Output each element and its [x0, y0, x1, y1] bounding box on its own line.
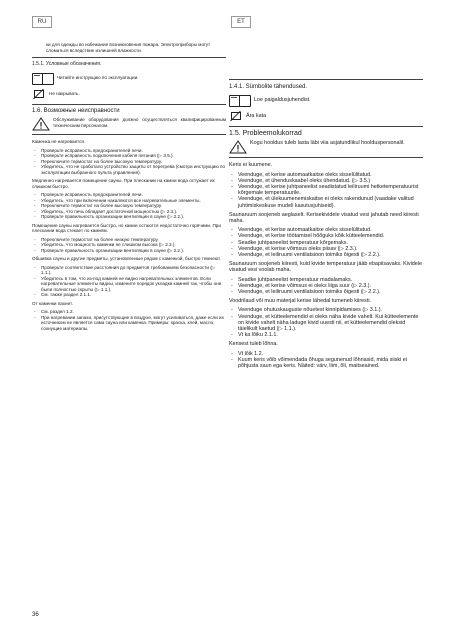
warning-triangle-icon: [32, 117, 50, 130]
divider: [32, 104, 226, 105]
problem-lead: Keris ei kuumene.: [229, 162, 273, 169]
list-item: - Veenduge, et kerise võimsus ei oleks liiga suur (▷ 2.3.).: [229, 283, 423, 289]
do-not-cover-icon: [229, 110, 243, 122]
page-number: 36: [32, 612, 39, 618]
book-icon: [229, 94, 251, 106]
list-item: - Проверьте исправность предохранителей печи.: [32, 192, 226, 198]
symbol-read-label: Читайте инструкцию по эксплуатации.: [57, 74, 139, 80]
divider: [229, 157, 423, 158]
book-icon: [32, 72, 54, 84]
column-et: [229, 42, 423, 372]
solution-list: [32, 148, 226, 176]
section-title: 1.6. Возможные неисправности: [32, 107, 120, 114]
problem-lead: Saunaruum soojeneb aeglaselt. Kerisekividele visatud vesi jahutab need kiiresti maha.: [229, 211, 419, 225]
warning-text: Обслуживание оборудования должно осуществляться квалифицированным техническим персоналом.: [53, 117, 226, 128]
warning-text: Kogu hooldus tuleb lasta läbi viia asjatundlikul hoolduspersonalil.: [250, 140, 405, 147]
list-item: - Veenduge, et leiliruumi ventilatsioon toimiks õigesti (▷ 2.2.).: [229, 289, 423, 295]
list-item: - Vt ka lõiku 2.1.1.: [229, 332, 423, 338]
symbol-cover-row: [229, 110, 423, 122]
list-item: - Убедитесь, что печь обладает достаточной мощностью (▷ 2.3.).: [32, 209, 226, 215]
list-item: - Veenduge, et kerise võimsus oleks piisav (▷ 2.3.).: [229, 246, 423, 252]
problem-lead: Kerisest tuleb lõhna.: [229, 341, 278, 348]
warning-block: [32, 117, 226, 130]
list-item: - Убедитесь, что мощность каменки не слишком высока (▷ 2.3.).: [32, 242, 226, 248]
symbols-title: 1.4.1. Sümbolite tähendused.: [229, 84, 308, 90]
solution-list: [229, 172, 423, 209]
list-item: - Veenduge, et kerise automaatkaitse oleks sisselülitatud.: [229, 172, 423, 178]
divider: [229, 126, 423, 127]
list-item: - Veenduge, et kerise juhtpaneelist seadistatud leiliruumi hetketemperatuurist kõrgemale temperatuurile.: [229, 184, 423, 196]
symbol-read-label: Loe paigaldusjuhendist.: [254, 97, 311, 104]
list-item: - Проверьте правильность организации вентиляции в сауне (▷ 2.2.).: [32, 248, 226, 254]
list-item: - Seadke juhtpaneelist temperatuur kõrgemaks.: [229, 240, 423, 246]
warning-triangle-icon: [229, 140, 247, 153]
symbols-title: 1.5.1. Условные обозначения.: [32, 61, 102, 67]
list-item: - См. раздел 1.2.: [32, 309, 226, 315]
symbol-read-row: [32, 72, 226, 84]
warning-block: [229, 140, 423, 153]
troubleshooting-list: [229, 162, 423, 369]
list-item: - Убедитесь, что не сработало устройство защиты от перегрева (смотри инструкцию по эксплуатации выбранного пульта управления).: [32, 164, 226, 175]
list-item: - При нагревании запахи, присутствующие в воздухе, могут усиливаться, даже если их источником не является сама сауна или каменка. Примеры: краска, клей, масло, сохнущие материалы.: [32, 315, 226, 332]
solution-list: [32, 265, 226, 298]
list-item: - Переключите термостат на более высокую температуру.: [32, 203, 226, 209]
solution-list: [229, 351, 423, 370]
list-item: - Убедитесь в том, что из-под камней не видно нагревательных элементов. Если нагревательные элементы видны, измените порядок укладки камней так, чтобы они были полностью скрыты (▷ 1.1.).: [32, 276, 226, 293]
list-item: - Veenduge, et kerise automaatkaitse oleks sisselülitatud.: [229, 227, 423, 233]
problem-lead: От каменки пахнет.: [32, 300, 73, 306]
problem-lead: Помещение сауны нагревается быстро, но камни остаются недостаточно горячими. При плескании вода стекает по камням.: [32, 222, 221, 233]
solution-list: [32, 192, 226, 220]
solution-list: [229, 277, 423, 296]
solution-list: [32, 309, 226, 331]
list-item: - Проверьте исправность подключения кабеля питания (▷ 3.5.).: [32, 153, 226, 159]
symbol-read-row: [229, 94, 423, 106]
troubleshooting-list: [32, 139, 226, 331]
intro-text: ки для одежды во избежание возникновения пожара. Электроприборы могут сломаться вследствие излишней влажности.: [46, 42, 211, 53]
divider: [229, 79, 423, 80]
column-ru: [32, 42, 226, 334]
symbol-cover-label: Не накрывать.: [49, 90, 80, 96]
list-item: - Veenduge ohutuskauguste nõuetest kinnipidamises (▷ 3.1.).: [229, 307, 423, 313]
do-not-cover-icon: [32, 88, 46, 100]
language-tab-et: ET: [231, 16, 251, 28]
list-item: - Проверьте правильность организации вентиляции в сауне (▷ 2.2.).: [32, 214, 226, 220]
problem-lead: Saunaruum soojeneb kiiresti, kuid kivide temperatuur jääb ebapiisavaks. Kividele visatud vesi voolab maha.: [229, 261, 422, 274]
list-item: - Seadke juhtpaneelist temperatuur madalamaks.: [229, 277, 423, 283]
problem-lead: Медленно нагревается помещение сауны. При плескании на камни вода остужает их слишком быстро.: [32, 178, 215, 189]
list-item: - Veenduge, et ühenduskaabel oleks ühendatud. (▷ 3.5.): [229, 178, 423, 184]
list-item: - Veenduge, et ülekuumenemiskaitse ei oleks rakendunud (vaadake valitud juhtimiskeskuse mudeli kasutusjuhiseid).: [229, 196, 423, 208]
divider: [32, 57, 226, 58]
list-item: - Vt lõik 1.2.: [229, 351, 423, 357]
list-item: - Убедитесь, что при включении накаляются все нагревательные элементы.: [32, 198, 226, 204]
divider: [32, 134, 226, 135]
list-item: - Veenduge, et kerise töötamisel hõõguks kõik kütteelemendid.: [229, 233, 423, 239]
list-item: - Проверьте исправность предохранителей печи.: [32, 148, 226, 154]
list-item: - Проверьте соответствие расстояния до предметов требованиям безопасности (▷ 1.1.).: [32, 265, 226, 276]
solution-list: [229, 227, 423, 258]
list-item: - Kuum keris võib võimendada õhuga segunenud lõhnasid, mida siiski ei põhjusta saun ega keris. Näited: värv, liim, õli, maitseained.: [229, 357, 423, 369]
solution-list: [229, 307, 423, 338]
language-tab-ru: RU: [32, 16, 52, 28]
symbol-cover-row: [32, 88, 226, 100]
list-item: - См. также раздел 2.1.1.: [32, 292, 226, 298]
section-title: 1.5. Probleemolukorrad: [229, 130, 302, 138]
problem-lead: Voodrilaud või muu materjal kerise lähedal tumeneb kiiresti.: [229, 298, 372, 305]
problem-lead: Каменка не нагревается.: [32, 139, 86, 144]
list-item: - Переключите термостат на более высокую температуру.: [32, 159, 226, 165]
list-item: - Veenduge, et leiliruumi ventilatsioon toimiks õigesti (▷ 2.2.).: [229, 252, 423, 258]
symbol-cover-label: Ära kata: [246, 113, 267, 120]
problem-lead: Обшивка сауны и другие предметы, установленные рядом с каменкой, быстро темнеют.: [32, 256, 221, 261]
list-item: - Veenduge, et kütteelemendid ei oleks näha kivide vahelt. Kui kütteelemente on kivide vahelt näha laduge kivid uuesti nii, et kütteelemendid oleksid täielikult kaetud (▷ 1.1.).: [229, 314, 423, 333]
list-item: - Переключите термостат на более низкую температуру.: [32, 237, 226, 243]
solution-list: [32, 237, 226, 254]
